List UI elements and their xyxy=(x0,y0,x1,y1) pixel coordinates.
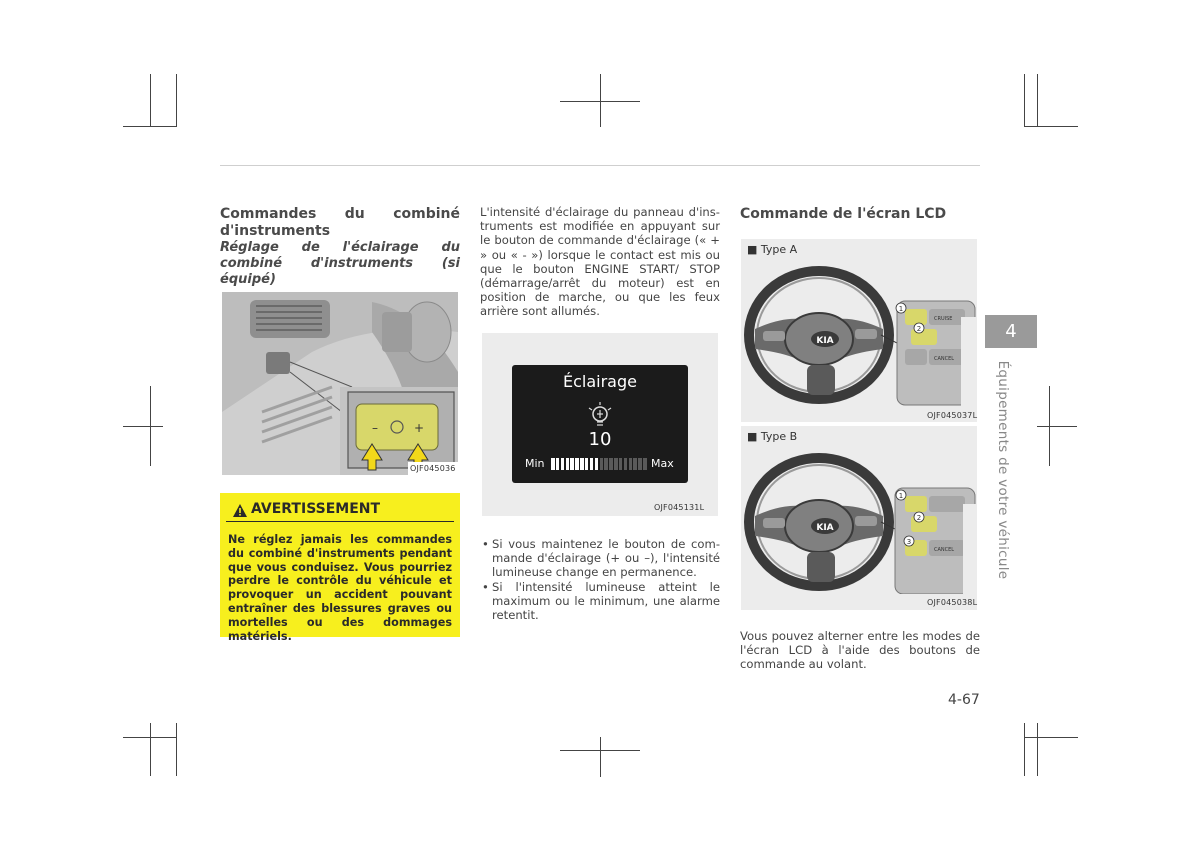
level-segment xyxy=(551,458,555,470)
level-segment xyxy=(624,458,628,470)
figure-caption: OJF045037L xyxy=(927,411,978,420)
svg-text:1: 1 xyxy=(898,492,904,500)
steering-wheel-b xyxy=(741,444,977,594)
page-number: 4-67 xyxy=(948,692,980,708)
warning-title: AVERTISSEMENT xyxy=(251,501,381,517)
level-segment xyxy=(629,458,633,470)
figure-caption: OJF045036 xyxy=(410,464,456,473)
svg-text:CRUISE: CRUISE xyxy=(934,316,953,322)
warning-text: Ne réglez jamais les commandes du combiné d'instruments pendant que vous conduisez. Vous pourriez perdre le contrôle du véhicule et provoquer un accident pouvant entraîner des blessures graves ou mortelles ou des dommages matériels. xyxy=(228,533,452,643)
bullet-item: • Si l'intensité lumineuse atteint le maximum ou le minimum, une alarme retentit. xyxy=(480,580,720,623)
level-segment xyxy=(566,458,570,470)
level-segment xyxy=(633,458,637,470)
middle-bullets xyxy=(480,537,720,622)
level-segment xyxy=(643,458,647,470)
level-segment xyxy=(604,458,608,470)
type-a-label: ■ Type A xyxy=(747,243,798,256)
lcd-display-figure xyxy=(482,333,718,516)
warning-divider xyxy=(226,521,454,522)
figure-caption: OJF045038L xyxy=(927,598,978,607)
dashboard-figure xyxy=(222,292,458,475)
level-segment xyxy=(595,458,599,470)
lcd-max-label: Max xyxy=(651,457,674,470)
left-column xyxy=(220,206,460,288)
level-segment xyxy=(590,458,594,470)
level-segment xyxy=(609,458,613,470)
lcd-title: Éclairage xyxy=(563,372,637,391)
lcd-value: 10 xyxy=(588,429,612,450)
lcd-screen xyxy=(512,365,688,483)
brightness-icon xyxy=(585,401,615,429)
warning-box xyxy=(220,493,460,643)
middle-intro: L'intensité d'éclairage du panneau d'ins-truments est modifiée en appuyant sur le bouton de commande d'éclairage (« + » ou « - ») lorsque le contact est mis ou que le bouton ENGINE START/ STOP (démarrage/arrêt du moteur) est en position de marche, ou que les feux arrière sont allumés. xyxy=(480,205,720,319)
lcd-min-label: Min xyxy=(525,457,545,470)
square-bullet-icon: ■ xyxy=(747,243,761,256)
level-segment xyxy=(570,458,574,470)
level-segment xyxy=(561,458,565,470)
section-subheading: Réglage de l'éclairage du combiné d'instruments (si équipé) xyxy=(220,240,460,287)
level-segment xyxy=(556,458,560,470)
level-segment xyxy=(575,458,579,470)
minus-label: – xyxy=(372,421,378,435)
warning-header xyxy=(220,499,460,521)
kia-logo: KIA xyxy=(816,523,834,533)
brightness-level-bar xyxy=(551,458,648,470)
svg-text:CANCEL: CANCEL xyxy=(934,356,955,362)
level-segment xyxy=(638,458,642,470)
svg-text:3: 3 xyxy=(906,538,912,546)
square-bullet-icon: ■ xyxy=(747,430,761,443)
level-segment xyxy=(585,458,589,470)
right-column xyxy=(740,206,980,223)
steering-figure-b xyxy=(741,426,977,610)
svg-text:2: 2 xyxy=(916,325,922,333)
figure-caption: OJF045131L xyxy=(654,503,705,512)
svg-text:2: 2 xyxy=(916,514,922,522)
dashboard-illustration xyxy=(222,292,458,475)
bullet-item: • Si vous maintenez le bouton de com-mande d'éclairage (+ ou –), l'intensité lumineuse change en permanence. xyxy=(480,537,720,580)
level-segment xyxy=(614,458,618,470)
section-heading: Commandes du combiné d'instruments xyxy=(220,206,460,239)
level-segment xyxy=(580,458,584,470)
chapter-title-vertical: Équipements de votre véhicule xyxy=(995,360,1011,580)
svg-text:1: 1 xyxy=(898,305,904,313)
right-body-text: Vous pouvez alterner entre les modes de l'écran LCD à l'aide des boutons de commande au volant. xyxy=(740,629,980,672)
header-rule xyxy=(220,165,980,166)
kia-logo: KIA xyxy=(816,336,834,346)
svg-text:CANCEL: CANCEL xyxy=(934,547,955,553)
type-b-label: ■ Type B xyxy=(747,430,798,443)
warning-triangle-icon xyxy=(232,503,248,518)
plus-label: + xyxy=(414,421,425,435)
steering-figure-a xyxy=(741,239,977,422)
lcd-section-heading: Commande de l'écran LCD xyxy=(740,206,947,222)
chapter-number-tab[interactable]: 4 xyxy=(985,315,1037,348)
level-segment xyxy=(619,458,623,470)
steering-wheel-a xyxy=(741,257,977,407)
level-segment xyxy=(600,458,604,470)
